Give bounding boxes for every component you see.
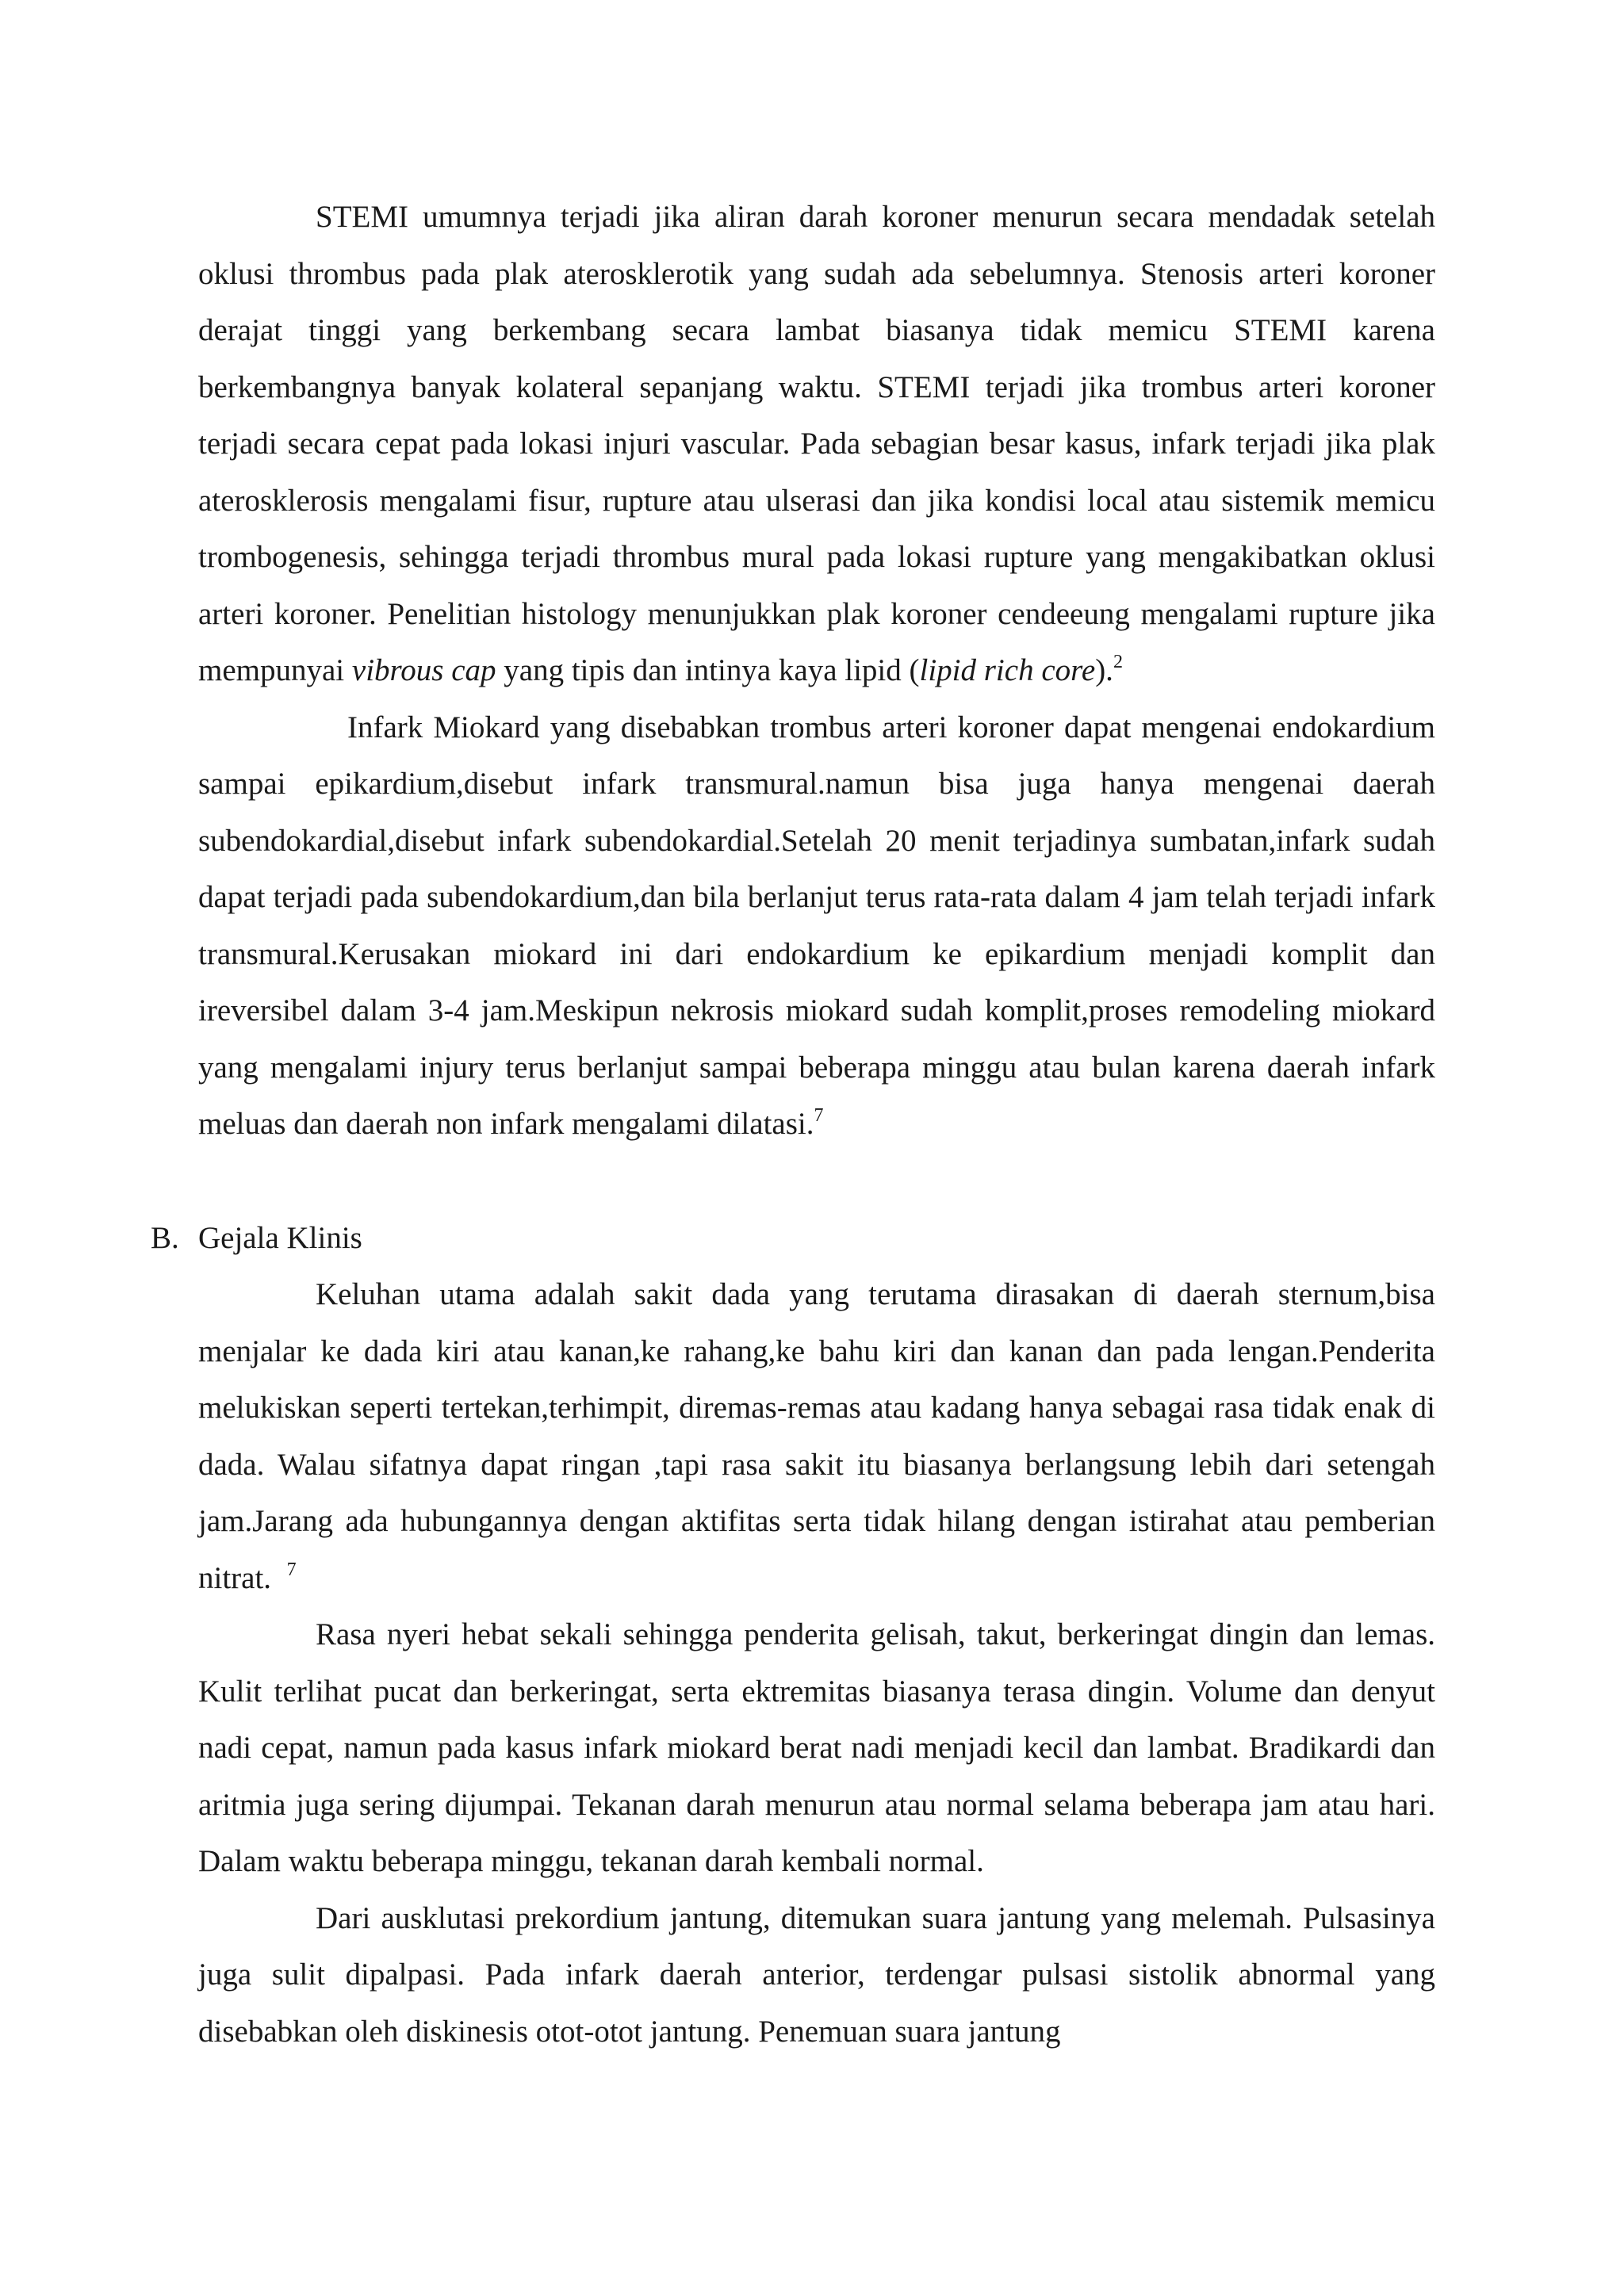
reference-superscript: 7: [814, 1105, 824, 1126]
paragraph-text: yang tipis dan intinya kaya lipid (: [504, 653, 920, 687]
reference-superscript: 2: [1113, 652, 1123, 672]
reference-superscript: 7: [286, 1559, 297, 1580]
paragraph-text: ).: [1095, 653, 1113, 687]
section-title: Gejala Klinis: [198, 1220, 362, 1255]
paragraph-text: STEMI umumnya terjadi jika aliran darah koroner menurun secara mendadak setelah oklusi thrombus pada plak aterosklerotik yang sudah ada sebelumnya. Stenosis arteri koroner derajat tinggi yang berkembang secara lambat biasanya tidak memicu STEMI karena berkembangnya banyak kolateral sepanjang waktu. STEMI terjadi jika trombus arteri koroner terjadi secara cepat pada lokasi injuri vascular. Pada sebagian besar kasus, infark terjadi jika plak aterosklerosis mengalami fisur, rupture atau ulserasi dan jika kondisi local atau sistemik memicu trombogenesis, sehingga terjadi thrombus mural pada lokasi rupture yang mengakibatkan oklusi arteri koroner. Penelitian histology menunjukkan plak koroner cendeeung mengalami rupture jika mempunyai: [198, 200, 1435, 687]
paragraph-ausklutasi: [198, 1890, 1435, 2061]
paragraph-text: Infark Miokard yang disebabkan trombus arteri koroner dapat mengenai endokardium sampai epikardium,disebut infark transmural.namun bisa juga hanya mengenai daerah subendokardial,disebut infark subendokardial.Setelah 20 menit terjadinya sumbatan,infark sudah dapat terjadi pada subendokardium,dan bila berlanjut terus rata-rata dalam 4 jam telah terjadi infark transmural.Kerusakan miokard ini dari endokardium ke epikardium menjadi komplit dan ireversibel dalam 3-4 jam.Meskipun nekrosis miokard sudah komplit,proses remodeling miokard yang mengalami injury terus berlanjut sampai beberapa minggu atau bulan karena daerah infark meluas dan daerah non infark mengalami dilatasi.: [198, 710, 1435, 1141]
document-body: [151, 189, 1435, 2060]
paragraph-text: Rasa nyeri hebat sekali sehingga penderita gelisah, takut, berkeringat dingin dan lemas. Kulit terlihat pucat dan berkeringat, serta ektremitas biasanya terasa dingin. Volume dan denyut nadi cepat, namun pada kasus infark miokard berat nadi menjadi kecil dan lambat. Bradikardi dan aritmia juga sering dijumpai. Tekanan darah menurun atau normal selama beberapa jam atau hari. Dalam waktu beberapa minggu, tekanan darah kembali normal.: [198, 1617, 1435, 1878]
paragraph-rasa-nyeri: [198, 1606, 1435, 1890]
paragraph-stemi-pathophysiology: [198, 189, 1435, 699]
italic-term-vibrous-cap: vibrous cap: [351, 653, 496, 687]
section-spacer: [198, 1153, 1435, 1210]
paragraph-text: Dari ausklutasi prekordium jantung, ditemukan suara jantung yang melemah. Pulsasinya juga sulit dipalpasi. Pada infark daerah anterior, terdengar pulsasi sistolik abnormal yang disebabkan oleh diskinesis otot-otot jantung. Penemuan suara jantung: [198, 1900, 1435, 2049]
paragraph-text: Keluhan utama adalah sakit dada yang terutama dirasakan di daerah sternum,bisa menjalar ke dada kiri atau kanan,ke rahang,ke bahu kiri dan kanan dan pada lengan.Penderita melukiskan seperti tertekan,terhimpit, diremas-remas atau kadang hanya sebagai rasa tidak enak di dada. Walau sifatnya dapat ringan ,tapi rasa sakit itu biasanya berlangsung lebih dari setengah jam.Jarang ada hubungannya dengan aktifitas serta tidak hilang dengan istirahat atau pemberian nitrat.: [198, 1277, 1435, 1595]
section-letter: B.: [151, 1220, 179, 1255]
section-heading: [151, 1210, 1435, 1267]
paragraph-infark-miokard: [198, 699, 1435, 1153]
italic-term-lipid-rich-core: lipid rich core: [919, 653, 1096, 687]
paragraph-keluhan-utama: [198, 1266, 1435, 1606]
